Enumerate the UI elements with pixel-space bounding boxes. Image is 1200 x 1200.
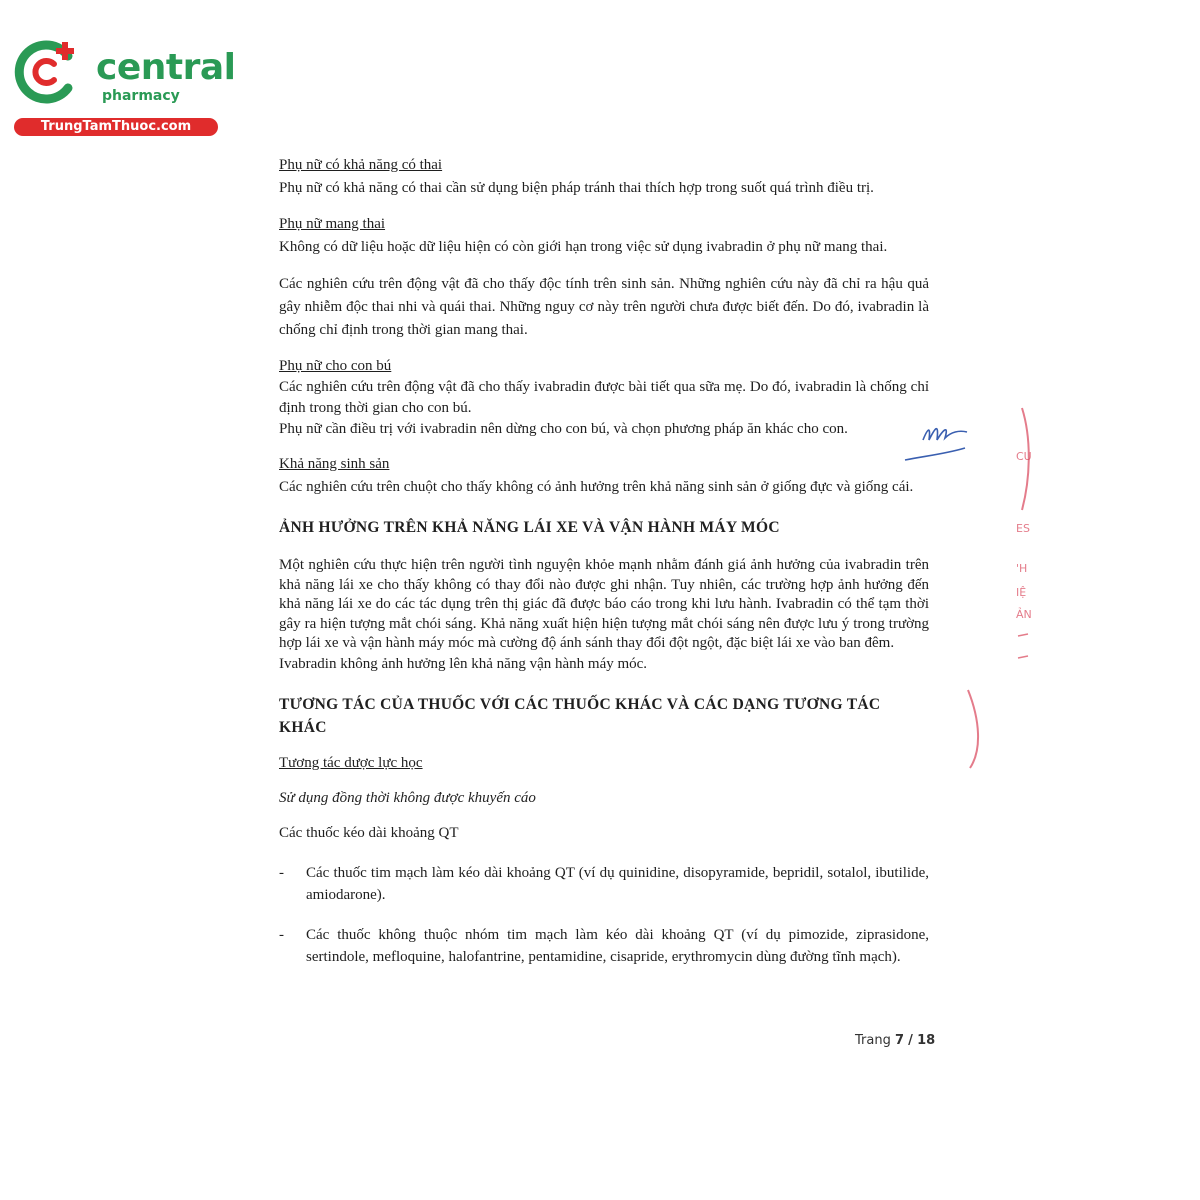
svg-text:CU: CU xyxy=(1016,450,1032,463)
svg-text:ES: ES xyxy=(1016,522,1030,535)
logo-subtitle: pharmacy xyxy=(102,88,180,104)
list-dash: - xyxy=(279,926,284,943)
section-title-childbearing: Phụ nữ có khả năng có thai xyxy=(279,157,443,173)
paragraph: Một nghiên cứu thực hiện trên người tình nguyện khỏe mạnh nhằm đánh giá ảnh hưởng của ivabradin trên khả năng lái xe cho thấy không có thay đổi nào được ghi nhận. Tuy nhiên, các trường hợp ảnh hưởng đến khả năng lái xe do các tác dụng trên thị giác đã được báo cáo trong khi lưu hành. Ivabradin có thể tạm thời gây ra hiện tượng mắt chói sáng. Khả năng xuất hiện hiện tượng mắt chói sáng nên được lưu ý trong trường hợp lái xe và vận hành máy móc mà cường độ ánh sánh thay đổi đột ngột, đặc biệt lái xe vào ban đêm. xyxy=(279,557,929,651)
list-dash: - xyxy=(279,864,284,881)
svg-text:ẢN: ẢN xyxy=(1016,608,1032,621)
document-body xyxy=(279,155,929,968)
list-item-text: Các thuốc không thuộc nhóm tim mạch làm kéo dài khoảng QT (ví dụ pimozide, ziprasidone, sertindole, mefloquine, halofantrine, pentamidine, cisapride, erythromycin dùng đường tĩnh mạch). xyxy=(306,926,929,965)
list-item-text: Các thuốc tim mạch làm kéo dài khoảng QT (ví dụ quinidine, disopyramide, bepridil, sotalol, ibutilide, amiodarone). xyxy=(306,864,929,903)
section-title-fertility: Khả năng sinh sản xyxy=(279,456,390,472)
group-title-qt: Các thuốc kéo dài khoảng QT xyxy=(279,824,459,841)
paragraph: Các nghiên cứu trên động vật đã cho thấy độc tính trên sinh sản. Những nghiên cứu này đã chỉ ra hậu quả gây nhiễm độc thai nhi và quái thai. Những nguy cơ này trên người chưa được biết đến. Do đó, ivabradin là chống chỉ định trong thời gian mang thai. xyxy=(279,276,929,338)
central-pharmacy-logo xyxy=(10,36,236,136)
paragraph: Các nghiên cứu trên động vật đã cho thấy ivabradin được bài tiết qua sữa mẹ. Do đó, ivabradin là chống chỉ định trong thời gian cho con bú. xyxy=(279,379,929,416)
svg-text:'H: 'H xyxy=(1016,562,1028,575)
section-title-pregnant: Phụ nữ mang thai xyxy=(279,216,386,232)
subsection-title-pharmacodynamic: Tương tác dược lực học xyxy=(279,754,423,771)
paragraph: Không có dữ liệu hoặc dữ liệu hiện có còn giới hạn trong việc sử dụng ivabradin ở phụ nữ mang thai. xyxy=(279,239,888,255)
svg-text:IỆ: IỆ xyxy=(1016,586,1027,599)
logo-site-url: TrungTamThuoc.com xyxy=(14,118,218,136)
stamp-icon xyxy=(960,400,1030,780)
logo-brand: central xyxy=(96,47,236,88)
paragraph: Phụ nữ cần điều trị với ivabradin nên dừng cho con bú, và chọn phương pháp ăn khác cho con. xyxy=(279,421,848,437)
paragraph: Ivabradin không ảnh hưởng lên khả năng vận hành máy móc. xyxy=(279,655,648,672)
italic-note: Sử dụng đồng thời không được khuyến cáo xyxy=(279,789,536,806)
paragraph: Các nghiên cứu trên chuột cho thấy không có ảnh hưởng trên khả năng sinh sản ở giống đực và giống cái. xyxy=(279,479,914,495)
page-total: 18 xyxy=(917,1033,936,1048)
section-title-breastfeeding: Phụ nữ cho con bú xyxy=(279,358,392,374)
page-label: Trang xyxy=(855,1033,891,1048)
central-logo-icon xyxy=(10,36,82,108)
heading-driving: ẢNH HƯỞNG TRÊN KHẢ NĂNG LÁI XE VÀ VẬN HÀNH MÁY MÓC xyxy=(279,519,780,536)
paragraph: Phụ nữ có khả năng có thai cần sử dụng biện pháp tránh thai thích hợp trong suốt quá trình điều trị. xyxy=(279,180,874,196)
list-item xyxy=(279,862,929,906)
page-number xyxy=(855,1033,935,1048)
page-current: 7 xyxy=(894,1033,905,1048)
heading-interactions: TƯƠNG TÁC CỦA THUỐC VỚI CÁC THUỐC KHÁC VÀ CÁC DẠNG TƯƠNG TÁC KHÁC xyxy=(279,695,881,736)
page-separator: / xyxy=(908,1033,913,1048)
list-item xyxy=(279,924,929,968)
